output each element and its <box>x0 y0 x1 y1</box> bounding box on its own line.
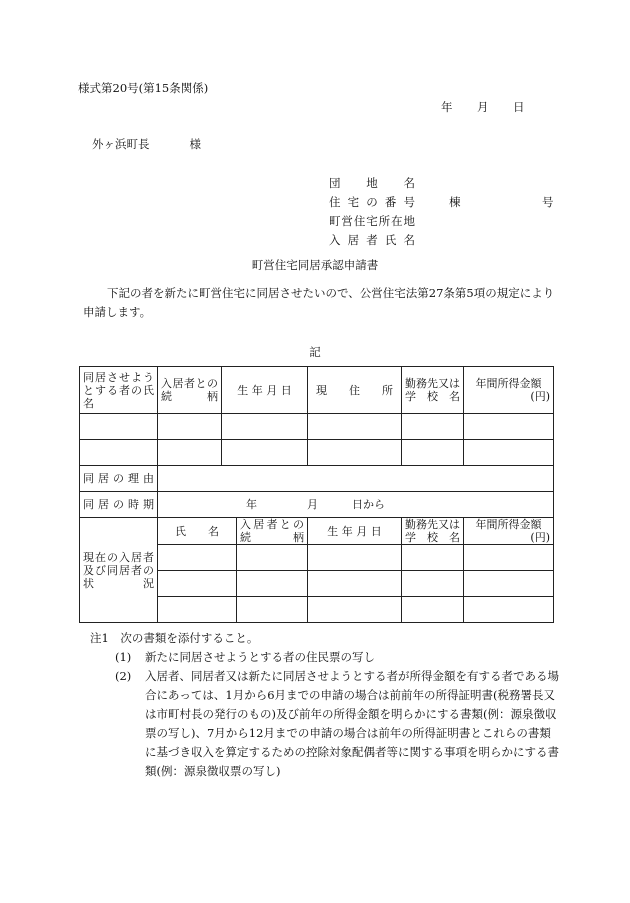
location-row <box>329 212 415 231</box>
building-unit: 棟 <box>449 195 461 209</box>
house-number-row <box>329 193 554 212</box>
room-unit: 号 <box>542 195 554 209</box>
current-workplace-cell[interactable] <box>402 597 464 623</box>
current-income-label: 年間所得金額 <box>475 518 542 531</box>
period-row <box>80 492 554 518</box>
cohabitant-birth-header: 生 年 月 日 <box>222 367 308 414</box>
ki-heading: 記 <box>309 345 321 359</box>
cohabitant-income-cell[interactable] <box>464 414 554 440</box>
current-income-unit: (円) <box>530 531 550 544</box>
period-field[interactable] <box>158 492 554 518</box>
cohabitant-name-cell[interactable] <box>80 414 158 440</box>
cohabitant-relation-header: 入居者との続柄 <box>158 367 222 414</box>
cohabitant-address-header: 現 住 所 <box>308 367 402 414</box>
current-birth-cell[interactable] <box>308 597 402 623</box>
period-month: 月 <box>307 498 318 511</box>
period-year: 年 <box>246 498 257 511</box>
date-year: 年 <box>441 100 453 114</box>
current-relation-cell[interactable] <box>237 571 308 597</box>
current-relation-cell[interactable] <box>237 597 308 623</box>
current-name-cell[interactable] <box>158 545 237 571</box>
notes-heading: 注1 次の書類を添付すること。 <box>90 631 259 645</box>
cohabitant-row <box>80 414 554 440</box>
complex-name-row <box>329 174 415 193</box>
cohabitant-relation-cell[interactable] <box>158 440 222 466</box>
cohabitant-birth-cell[interactable] <box>222 440 308 466</box>
note-item-text: 新たに同居させようとする者の住民票の写し <box>145 650 375 664</box>
cohabitant-workplace-cell[interactable] <box>402 414 464 440</box>
addressee <box>92 138 201 152</box>
period-label: 同居の時期 <box>80 492 158 518</box>
current-income-cell[interactable] <box>464 545 554 571</box>
cohabitant-relation-cell[interactable] <box>158 414 222 440</box>
document-title: 町営住宅同居承認申請書 <box>251 258 379 272</box>
cohabitant-income-label: 年間所得金額 <box>475 377 542 390</box>
note-item-number: (1) <box>115 650 132 664</box>
location-label: 町営住宅所在地 <box>329 214 415 228</box>
current-relation-cell[interactable] <box>237 545 308 571</box>
current-workplace-cell[interactable] <box>402 545 464 571</box>
current-name-cell[interactable] <box>158 597 237 623</box>
note-item <box>90 667 560 781</box>
cohabitant-address-cell[interactable] <box>308 440 402 466</box>
resident-name-label: 入 居 者 氏 名 <box>329 233 415 247</box>
cohabitant-income-unit: (円) <box>530 390 550 403</box>
note-item <box>90 648 560 667</box>
application-table <box>79 366 554 623</box>
reason-label: 同居の理由 <box>80 466 158 492</box>
current-income-cell[interactable] <box>464 597 554 623</box>
reason-row <box>80 466 554 492</box>
cohabitant-name-header: 同居させようとする者の氏名 <box>80 367 158 414</box>
cohabitant-workplace-header: 勤務先又は学校名 <box>402 367 464 414</box>
current-workplace-header: 勤務先又は学校名 <box>402 518 464 545</box>
current-status-label: 現在の入居者及び同居者の状況 <box>80 518 158 623</box>
resident-name-row <box>329 231 415 250</box>
current-income-header <box>464 518 554 545</box>
addressee-name: 外ヶ浜町長 <box>92 137 150 151</box>
current-birth-header: 生 年 月 日 <box>308 518 402 545</box>
house-number-label: 住 宅 の 番 号 <box>329 195 415 209</box>
notes <box>90 629 560 781</box>
date-month: 月 <box>477 100 489 114</box>
addressee-honorific: 様 <box>189 137 201 151</box>
cohabitant-income-header <box>464 367 554 414</box>
current-name-cell[interactable] <box>158 571 237 597</box>
note-item-text: 入居者、同居者又は新たに同居させようとする者が所得金額を有する者である場合にあっては、1月から6月までの申請の場合は前前年の所得証明書(税務署長又は市町村長の発行のもの)及び前年の所得金額を明らかにする書類(例：源泉徴収票の写し)、7月から12月までの申請の場合は前年の所得証明書とこれらの書類に基づき収入を算定するための控除対象配偶者等に関する事項を明らかにする書類(例：源泉徴収票の写し) <box>145 669 559 778</box>
current-birth-cell[interactable] <box>308 545 402 571</box>
current-income-cell[interactable] <box>464 571 554 597</box>
current-relation-header: 入居者との続柄 <box>237 518 308 545</box>
cohabitant-birth-cell[interactable] <box>222 414 308 440</box>
current-name-header: 氏 名 <box>158 518 237 545</box>
cohabitant-row <box>80 440 554 466</box>
form-number: 様式第20号(第15条関係) <box>78 81 209 95</box>
period-from: 日から <box>352 498 385 511</box>
applicant-block <box>329 174 554 250</box>
cohabitant-income-cell[interactable] <box>464 440 554 466</box>
current-birth-cell[interactable] <box>308 571 402 597</box>
cohabitant-address-cell[interactable] <box>308 414 402 440</box>
date-day: 日 <box>513 100 525 114</box>
current-workplace-cell[interactable] <box>402 571 464 597</box>
complex-name-label: 団 地 名 <box>329 176 415 190</box>
cohabitant-name-cell[interactable] <box>80 440 158 466</box>
note-item-number: (2) <box>115 669 132 683</box>
current-header-row <box>80 518 554 545</box>
date-line <box>441 101 525 115</box>
cohabitant-workplace-cell[interactable] <box>402 440 464 466</box>
intro-text: 下記の者を新たに町営住宅に同居させたいので、公営住宅法第27条第5項の規定により申請します。 <box>83 286 555 319</box>
cohabitant-header-row <box>80 367 554 414</box>
reason-field[interactable] <box>158 466 554 492</box>
